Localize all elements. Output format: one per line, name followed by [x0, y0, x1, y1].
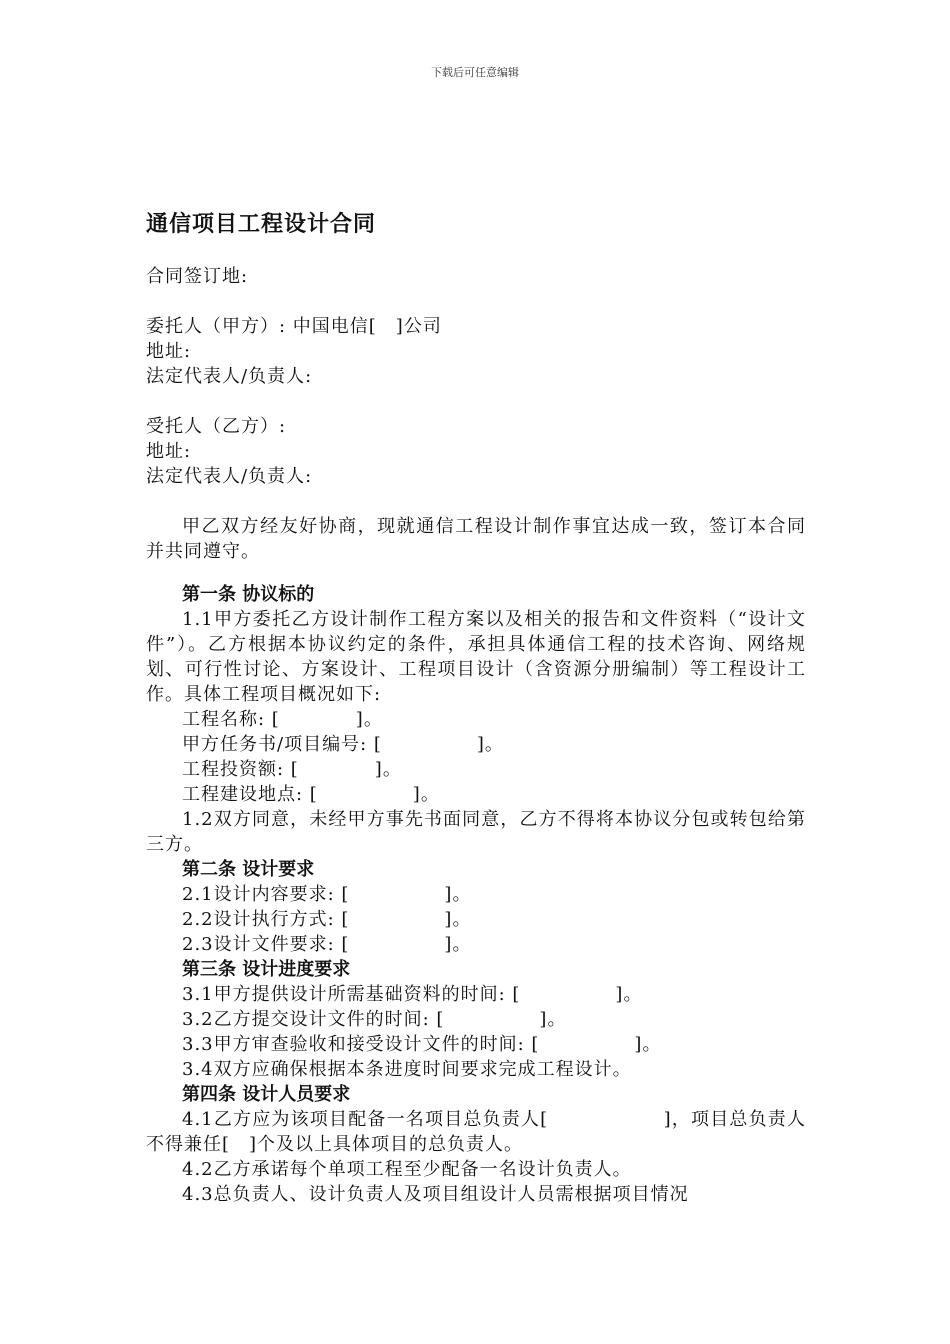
project-name: 工程名称: [ ]。	[182, 709, 383, 730]
clause-3-4: 3.4双方应确保根据本条进度时间要求完成工程设计。	[182, 1059, 632, 1080]
article-2-heading: 第二条 设计要求	[182, 859, 315, 880]
clause-1-2: 1.2双方同意，未经甲方事先书面同意，乙方不得将本协议分包或转包给第三方。	[146, 809, 806, 855]
party-a-name: 委托人（甲方）: 中国电信[ ]公司	[146, 316, 442, 337]
article-1-heading: 第一条 协议标的	[182, 584, 315, 605]
construction-location: 工程建设地点: [ ]。	[182, 784, 440, 805]
intro-paragraph: 甲乙双方经友好协商，现就通信工程设计制作事宜达成一致，签订本合同并共同遵守。	[146, 516, 806, 562]
article-4-heading: 第四条 设计人员要求	[182, 1084, 351, 1105]
clause-3-3: 3.3甲方审查验收和接受设计文件的时间: [ ]。	[182, 1034, 662, 1055]
party-a-address: 地址:	[146, 341, 192, 362]
task-number: 甲方任务书/项目编号: [ ]。	[182, 734, 504, 755]
clause-1-1: 1.1甲方委托乙方设计制作工程方案以及相关的报告和文件资料（“设计文件”）。乙方根据本协议约定的条件，承担具体通信工程的技术咨询、网络规划、可行性讨论、方案设计、工程项目设计（含资源分册编制）等工程设计工作。具体工程项目概况如下:	[146, 609, 806, 705]
sign-place: 合同签订地:	[146, 266, 249, 287]
clause-4-2: 4.2乙方承诺每个单项工程至少配备一名设计负责人。	[182, 1159, 632, 1180]
party-b-address: 地址:	[146, 441, 192, 462]
clause-4-3: 4.3总负责人、设计负责人及项目组设计人员需根据项目情况	[182, 1184, 689, 1205]
clause-3-2: 3.2乙方提交设计文件的时间: [ ]。	[182, 1009, 567, 1030]
clause-2-1: 2.1设计内容要求: [ ]。	[182, 884, 472, 905]
party-b-name: 受托人（乙方）:	[146, 416, 287, 437]
page-header: 下载后可任意编辑	[431, 66, 519, 79]
party-b-rep: 法定代表人/负责人:	[146, 466, 313, 487]
article-3-heading: 第三条 设计进度要求	[182, 959, 351, 980]
clause-4-1: 4.1乙方应为该项目配备一名项目总负责人[ ]，项目总负责人不得兼任[ ]个及以上具体项目的总负责人。	[146, 1109, 806, 1155]
party-a-rep: 法定代表人/负责人:	[146, 366, 313, 387]
clause-2-3: 2.3设计文件要求: [ ]。	[182, 934, 472, 955]
clause-2-2: 2.2设计执行方式: [ ]。	[182, 909, 472, 930]
document-body	[146, 202, 806, 1207]
clause-3-1: 3.1甲方提供设计所需基础资料的时间: [ ]。	[182, 984, 643, 1005]
document-title: 通信项目工程设计合同	[146, 211, 377, 237]
investment-amount: 工程投资额: [ ]。	[182, 759, 402, 780]
